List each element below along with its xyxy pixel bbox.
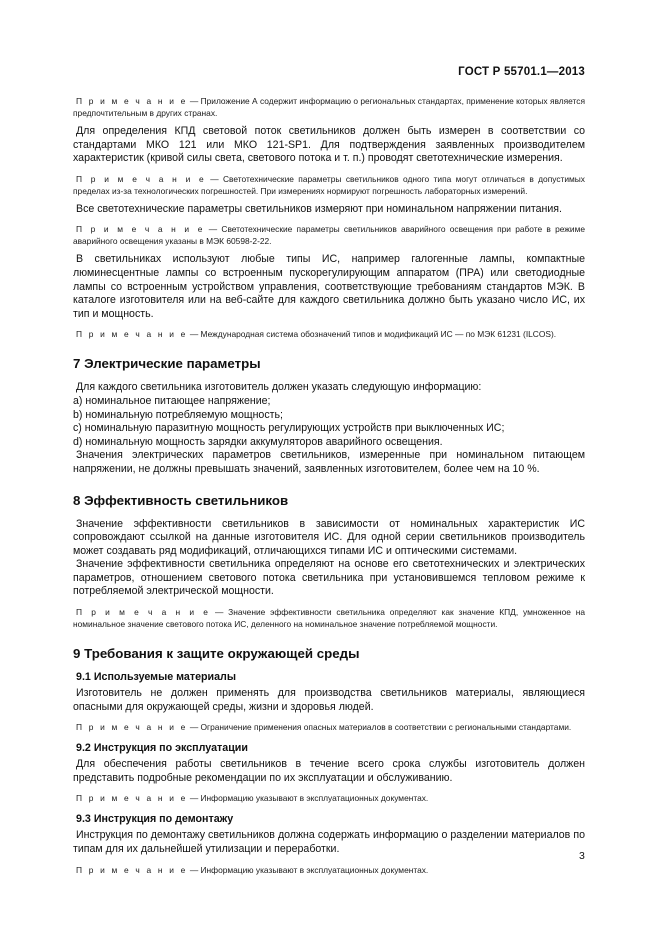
note-tolerance bbox=[73, 173, 585, 197]
note-text: — Международная система обозначений типов и модификаций ИС — по МЭК 61231 (ILCOS). bbox=[187, 329, 557, 340]
section-8-paragraph-1: Значение эффективности светильников в зависимости от номинальных характеристик ИС сопровождают ссылкой на данные изготовителя ИС. Для одной серии светильников производитель может создавать ряд модификаций, отличающихся типами ИС и оптическими системами. bbox=[73, 517, 585, 557]
section-7-heading: 7 Электрические параметры bbox=[73, 356, 261, 372]
document-header-id: ГОСТ Р 55701.1—2013 bbox=[458, 66, 585, 78]
paragraph-kpd-measurement: Для определения КПД световой поток светильников должен быть измерен в соответствии со стандартами МКО 121 или МКО 121-SP1. Для подтверждения заявленных производителем характеристик (кривой силы света, светового потока и т. п.) проводят светотехнические измерения. bbox=[73, 125, 585, 165]
note-text: — Светотехнические параметры светильников одного типа могут отличаться в допустимых пределах из-за технологических погрешностей. При измерениях нормируют погрешность лабораторных измерений. bbox=[73, 173, 585, 196]
list-item: b) номинальную потребляемую мощность; bbox=[73, 408, 283, 421]
note-text: — Значение эффективности светильника определяют как значение КПД, умноженное на номинальное значение светового потока ИС, деленного на номинальное значение потребляемой мощности. bbox=[73, 607, 586, 630]
note-operation-docs bbox=[73, 792, 585, 804]
section-8-heading: 8 Эффективность светильников bbox=[73, 492, 289, 508]
note-dismantling-docs bbox=[73, 864, 585, 876]
subsection-9-2-heading: 9.2 Инструкция по эксплуатации bbox=[76, 742, 248, 755]
section-9-heading: 9 Требования к защите окружающей среды bbox=[73, 646, 360, 662]
note-label: П р и м е ч а н и е bbox=[76, 96, 188, 106]
note-hazardous-materials bbox=[73, 721, 585, 733]
note-emergency bbox=[73, 223, 585, 247]
note-text: — Приложение А содержит информацию о региональных стандартах, применение которых является предпочтительным в других странах. bbox=[73, 96, 585, 118]
section-7-intro: Для каждого светильника изготовитель должен указать следующую информацию: bbox=[76, 381, 482, 394]
list-item: d) номинальную мощность зарядки аккумуляторов аварийного освещения. bbox=[73, 435, 443, 448]
subsection-9-2-paragraph: Для обеспечения работы светильников в течение всего срока службы изготовитель должен представить подробные рекомендации по их эксплуатации и обслуживанию. bbox=[73, 758, 585, 784]
page-body bbox=[73, 95, 585, 882]
paragraph-light-sources: В светильниках используют любые типы ИС, например галогенные лампы, компактные люминесцентные лампы со встроенным пускорегулирующим аппаратом (ПРА) или светодиодные лампы со встроенным устройством управления, соответствующие требованиям стандартов МЭК. В каталоге изготовителя или на веб-сайте для каждого светильника должно быть указано число ИС, их тип и мощность. bbox=[73, 253, 585, 320]
note-efficiency bbox=[73, 606, 585, 630]
paragraph-nominal-voltage: Все светотехнические параметры светильников измеряют при номинальном напряжении питания. bbox=[76, 202, 562, 215]
page-number: 3 bbox=[579, 850, 585, 862]
subsection-9-1-heading: 9.1 Используемые материалы bbox=[76, 671, 236, 684]
note-label: П р и м е ч а н и е bbox=[76, 173, 206, 184]
note-label: П р и м е ч а н и е bbox=[76, 864, 188, 875]
note-text: — Ограничение применения опасных материалов в соответствии с региональными стандартами. bbox=[187, 722, 572, 733]
section-7-limit: Значения электрических параметров светильников, измеренные при номинальном питающем напряжении, не должны превышать значений, заявленных изготовителем, более чем на 10 %. bbox=[73, 449, 585, 475]
subsection-9-1-paragraph: Изготовитель не должен применять для производства светильников материалы, являющиеся опасными для окружающей среды, жизни и здоровья людей. bbox=[73, 687, 585, 713]
note-text: — Светотехнические параметры светильников аварийного освещения при работе в режиме аварийного освещения указаны в МЭК 60598-2-22. bbox=[73, 224, 585, 247]
subsection-9-3-paragraph: Инструкция по демонтажу светильников должна содержать информацию о разделении материалов по типам для их дальнейшей утилизации и переработки. bbox=[73, 829, 585, 856]
section-8-paragraph-2: Значение эффективности светильника определяют на основе его светотехнических и электрических параметров, отношением светового потока светильника при установившемся тепловом режиме к потребляемой электрической мощности. bbox=[73, 558, 585, 598]
list-item: c) номинальную паразитную мощность регулирующих устройств при выключенных ИС; bbox=[73, 422, 505, 435]
list-item: a) номинальное питающее напряжение; bbox=[73, 394, 271, 407]
subsection-9-3-heading: 9.3 Инструкция по демонтажу bbox=[76, 813, 234, 826]
note-label: П р и м е ч а н и е bbox=[76, 607, 211, 618]
note-ilcos bbox=[73, 328, 585, 340]
note-label: П р и м е ч а н и е bbox=[76, 793, 188, 804]
note-label: П р и м е ч а н и е bbox=[76, 224, 205, 235]
note-label: П р и м е ч а н и е bbox=[76, 329, 188, 340]
note-label: П р и м е ч а н и е bbox=[76, 722, 188, 733]
note-annex-a bbox=[73, 95, 585, 119]
electrical-parameters-list bbox=[73, 395, 585, 449]
note-text: — Информацию указывают в эксплуатационных документах. bbox=[187, 793, 429, 804]
note-text: — Информацию указывают в эксплуатационных документах. bbox=[187, 864, 429, 875]
